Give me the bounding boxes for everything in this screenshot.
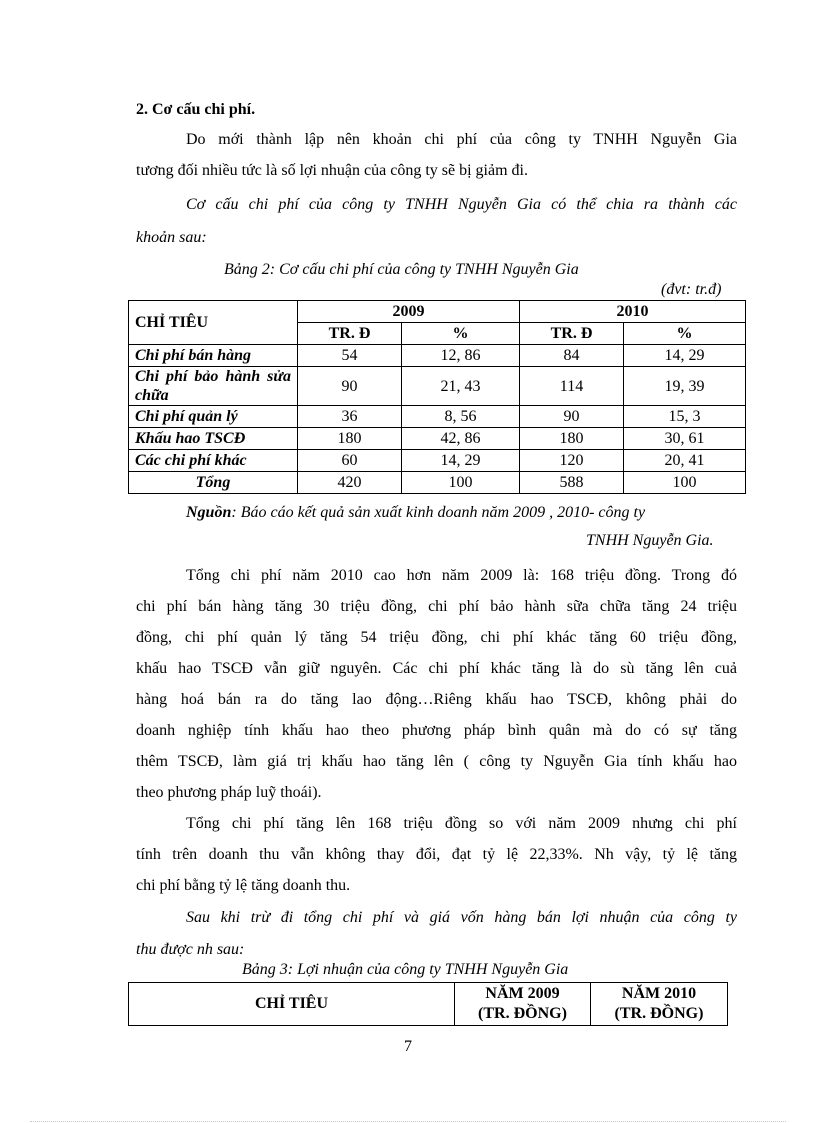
cell-percent: 100 (402, 472, 520, 494)
para3-line4: khấu hao TSCĐ vẫn giữ nguyên. Các chi phí khác tăng là do sù tăng lên cuả (136, 660, 737, 677)
table2-sub-pct-2009: % (402, 323, 520, 345)
para2-line1: Cơ cấu chi phí của công ty TNHH Nguyễn Gia có thể chia ra thành các (186, 196, 737, 213)
para3-line7: thêm TSCĐ, làm giá trị khấu hao tăng lên ( công ty Nguyễn Gia tính khấu hao (136, 753, 737, 770)
cell-value: 90 (298, 367, 402, 406)
table2-sub-pct-2010: % (624, 323, 746, 345)
table3-2009-line2: (TR. ĐỒNG) (478, 1005, 567, 1022)
para3-line5: hàng hoá bán ra do tăng lao động…Riêng khấu hao TSCĐ, không phải do (136, 691, 737, 708)
page-number: 7 (404, 1038, 412, 1055)
table3-2010-line2: (TR. ĐỒNG) (614, 1005, 704, 1022)
source-line1 (186, 503, 645, 523)
table-row (129, 450, 746, 472)
table3-caption: Bảng 3: Lợi nhuận của công ty TNHH Nguyễn Gia (242, 961, 569, 978)
table-row (129, 345, 746, 367)
table-row (129, 406, 746, 428)
row-label: Tổng (129, 472, 298, 494)
table2-header-label: CHỈ TIÊU (129, 301, 298, 345)
para3-line2: chi phí bán hàng tăng 30 triệu đồng, chi phí bảo hành sữa chữa tăng 24 triệu (136, 598, 737, 615)
para1-line2: tương đối nhiều tức là số lợi nhuận của công ty sẽ bị giảm đi. (136, 162, 528, 179)
para4-line2: tính trên doanh thu vẫn không thay đổi, đạt tỷ lệ 22,33%. Nh vậy, tỷ lệ tăng (136, 846, 737, 863)
table2-sub-trd-2010: TR. Đ (520, 323, 624, 345)
cell-value: 60 (298, 450, 402, 472)
table2-unit: (đvt: tr.đ) (661, 281, 722, 298)
cell-percent: 14, 29 (402, 450, 520, 472)
table2-caption: Bảng 2: Cơ cấu chi phí của công ty TNHH Nguyễn Gia (224, 261, 579, 278)
row-label: Khấu hao TSCĐ (129, 428, 298, 450)
para5-line1: Sau khi trừ đi tổng chi phí và giá vốn hàng bán lợi nhuận của công ty (186, 909, 737, 926)
table-row (129, 428, 746, 450)
cell-value: 90 (520, 406, 624, 428)
table2-header-2010: 2010 (520, 301, 746, 323)
para3-line6: doanh nghiệp tính khấu hao theo phương pháp bình quân mà do có sự tăng (136, 722, 737, 739)
row-label: Chi phí quản lý (129, 406, 298, 428)
footer-divider (30, 1121, 786, 1122)
cell-percent: 21, 43 (402, 367, 520, 406)
para3-line8: theo phương pháp luỹ thoái). (136, 784, 322, 801)
cell-value: 120 (520, 450, 624, 472)
para4-line3: chi phí bằng tỷ lệ tăng doanh thu. (136, 877, 351, 894)
profit-table (128, 982, 728, 1026)
table2-header-row1 (129, 301, 746, 323)
table-row (129, 367, 746, 406)
table3-header-2010 (591, 983, 728, 1026)
cell-percent: 30, 61 (624, 428, 746, 450)
cell-percent: 100 (624, 472, 746, 494)
cell-value: 36 (298, 406, 402, 428)
cell-value: 180 (298, 428, 402, 450)
para5-line2: thu được nh sau: (136, 941, 245, 958)
source-text: : Báo cáo kết quả sản xuất kinh doanh năm 2009 , 2010- công ty (231, 504, 646, 521)
cell-percent: 15, 3 (624, 406, 746, 428)
cell-value: 420 (298, 472, 402, 494)
cell-value: 588 (520, 472, 624, 494)
row-label: Các chi phí khác (129, 450, 298, 472)
table-row-total (129, 472, 746, 494)
row-label: Chi phí bán hàng (129, 345, 298, 367)
section-heading: 2. Cơ cấu chi phí. (136, 101, 256, 118)
cell-percent: 42, 86 (402, 428, 520, 450)
para3-line1: Tổng chi phí năm 2010 cao hơn năm 2009 là: 168 triệu đồng. Trong đó (186, 567, 737, 584)
cell-value: 180 (520, 428, 624, 450)
cell-value: 54 (298, 345, 402, 367)
cell-percent: 14, 29 (624, 345, 746, 367)
source-line2: TNHH Nguyễn Gia. (586, 532, 714, 549)
para4-line1: Tổng chi phí tăng lên 168 triệu đồng so với năm 2009 nhưng chi phí (186, 815, 737, 832)
cell-value: 84 (520, 345, 624, 367)
cell-percent: 20, 41 (624, 450, 746, 472)
table3-header-2009 (455, 983, 591, 1026)
cell-percent: 8, 56 (402, 406, 520, 428)
para3-line3: đồng, chi phí quản lý tăng 54 triệu đồng, chi phí khác tăng 60 triệu đồng, (136, 629, 737, 646)
table2-header-2009: 2009 (298, 301, 520, 323)
cell-percent: 19, 39 (624, 367, 746, 406)
para2-line2: khoản sau: (136, 229, 207, 246)
cost-structure-table (128, 300, 746, 494)
table3-header-row (129, 983, 728, 1026)
cell-percent: 12, 86 (402, 345, 520, 367)
para1-line1: Do mới thành lập nên khoản chi phí của công ty TNHH Nguyễn Gia (186, 131, 737, 148)
table2-sub-trd-2009: TR. Đ (298, 323, 402, 345)
table3-2009-line1: NĂM 2009 (485, 985, 560, 1002)
table3-2010-line1: NĂM 2010 (621, 985, 697, 1002)
row-label: Chi phí bảo hành sửa chữa (129, 367, 298, 406)
source-label: Nguồn (186, 504, 232, 521)
cell-value: 114 (520, 367, 624, 406)
table3-header-label: CHỈ TIÊU (129, 983, 455, 1026)
